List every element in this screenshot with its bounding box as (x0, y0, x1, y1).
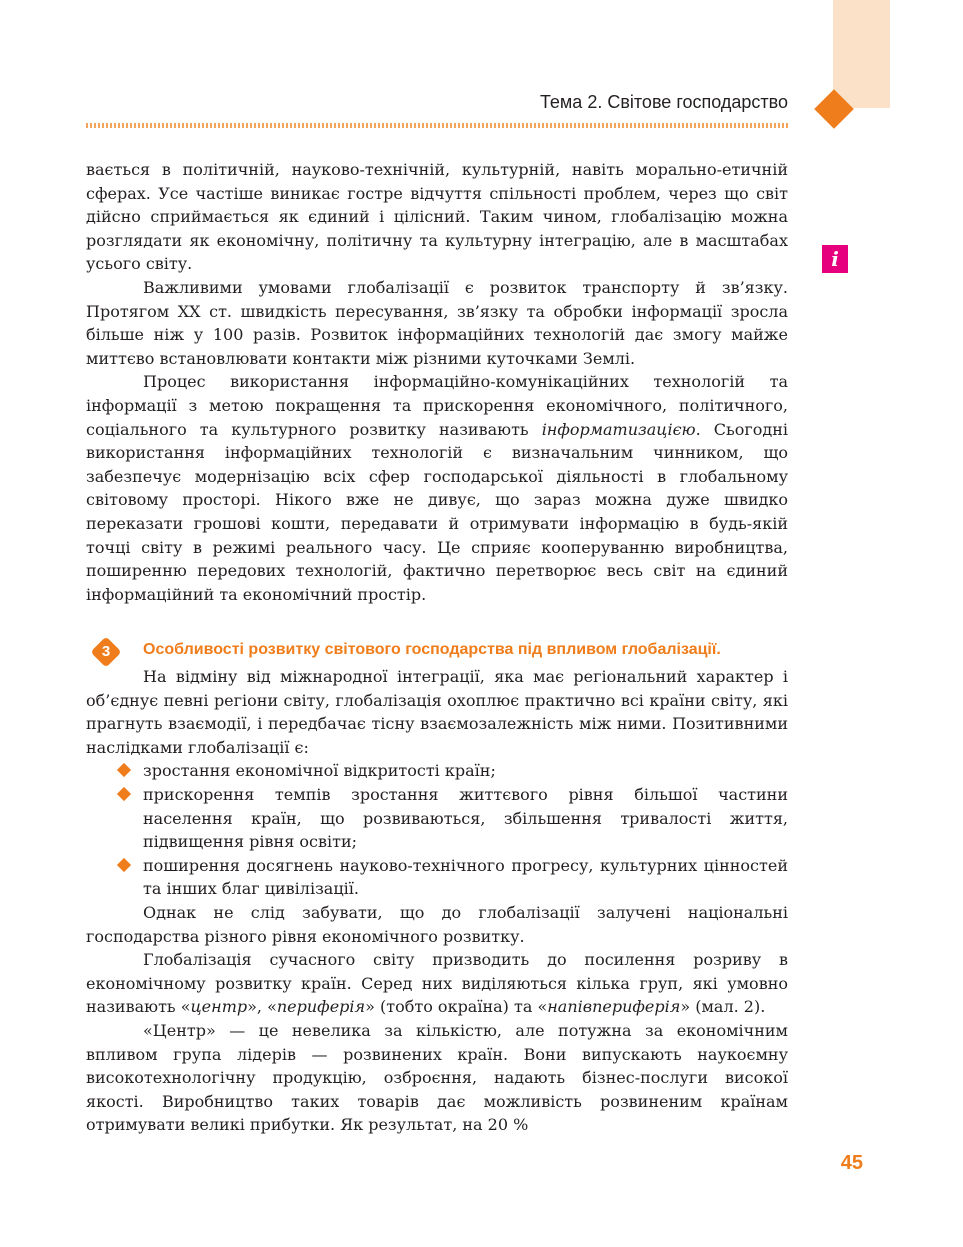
bullet-diamond-icon (117, 858, 131, 872)
paragraph-continuation: вається в політичній, науково-технічній, культурній, навіть морально-етичній сферах. Усе частіше виникає гостре відчуття спільності проблем, через що світ дійсно сприймається як єдиний і цілісний. Таким чином, глобалізацію можна розглядати як економічну, політичну та культурну інтеграцію, але в масштабах усього світу. (86, 160, 788, 274)
paragraph-informatization-start: Процес використання інформаційно-комунікаційних технологій та інформації з метою покращення та прискорення економічного, політичного, соціального та культурного розвитку називають (86, 372, 788, 439)
paragraph-informatization (86, 370, 788, 606)
chapter-tab (833, 0, 890, 108)
bullet-diamond-icon (117, 763, 131, 777)
section-number-badge (91, 637, 121, 667)
body-text-block-1 (86, 158, 788, 606)
body-text-block-2 (86, 665, 788, 1137)
positive-effects-list (86, 759, 788, 901)
list-item-text: поширення досягнень науково-технічного прогресу, культурних цінностей та інших благ цивілізації. (143, 855, 788, 899)
info-i-icon (822, 245, 848, 273)
paragraph-globalization-intro: На відміну від міжнародної інтеграції, яка має регіональний характер і об’єднує певні регіони світу, глобалізація охоплює практично всі країни світу, які прагнуть взаємодії, і передбачає тісну взаємозалежність між ними. Позитивними наслідками глобалізації є: (86, 667, 788, 757)
paragraph-groups (86, 948, 788, 1019)
section-heading: Особливості розвитку світового господарства під впливом глобалізації. (143, 641, 721, 658)
term-informatization: інформатизацією (541, 419, 696, 439)
list-item-text: прискорення темпів зростання життєвого рівня більшої частини населення країн, що розвиваються, збільшення тривалості життя, підвищення рівня освіти; (143, 784, 788, 852)
header-dotted-rule (86, 123, 789, 128)
term-center: центр (190, 997, 248, 1017)
paragraph-informatization-end: . Сьогодні використання інформаційних технологій є визначальним чинником, що забезпечує модернізацію всіх сфер господарської діяльності в глобальному світовому просторі. Нікого вже не дивує, що зараз можна дуже швидко переказати грошові кошти, передавати й отримувати інформацію в будь-якій точці світу в режимі реального часу. Це сприяє кооперуванню виробництва, поширенню передових технологій, фактично перетворює весь світ на єдиний інформаційний та економічний простір. (86, 419, 789, 604)
list-item (86, 783, 788, 854)
page-number: 45 (840, 1152, 863, 1174)
paragraph-transport: Важливими умовами глобалізації є розвиток транспорту й зв’язку. Протягом ХХ ст. швидкість пересування, зв’язку та обробки інформації зросла більше ніж у 100 разів. Розвиток інформаційних технологій дає змогу майже миттєво встановлювати контакти між різними куточками Землі. (86, 277, 788, 368)
paragraph-however: Однак не слід забувати, що до глобалізації залучені національні господарства різного рівня економічного розвитку. (86, 902, 788, 946)
paragraph-groups-c: » (тобто окраїна) та « (365, 997, 548, 1017)
info-letter: i (831, 247, 839, 271)
list-item (86, 854, 788, 901)
paragraph-groups-d: » (мал. 2). (680, 997, 766, 1017)
bullet-diamond-icon (117, 787, 131, 801)
section-number: 3 (101, 643, 111, 660)
list-item-text: зростання економічної відкритості країн; (143, 761, 496, 781)
term-semi-periphery: напівпериферія (547, 997, 681, 1017)
term-periphery: периферія (276, 997, 366, 1017)
paragraph-groups-a: Глобалізація сучасного світу призводить до посилення розриву в економічному розвитку країн. Серед них виділяються кілька груп, які умовно називають « (86, 950, 788, 1017)
running-header-title: Тема 2. Світове господарство (539, 92, 788, 112)
paragraph-groups-b: », « (247, 997, 277, 1017)
paragraph-center: «Центр» — це невелика за кількістю, але потужна за економічним впливом група лідерів — розвинених країн. Вони випускають наукоємну високотехнологічну продукцію, озброєння, надають бізнес-послуги високої якості. Виробництво таких товарів дає можливість розвиненим країнам отримувати великі прибутки. Як результат, на 20 % (86, 1020, 788, 1135)
list-item (86, 759, 788, 783)
